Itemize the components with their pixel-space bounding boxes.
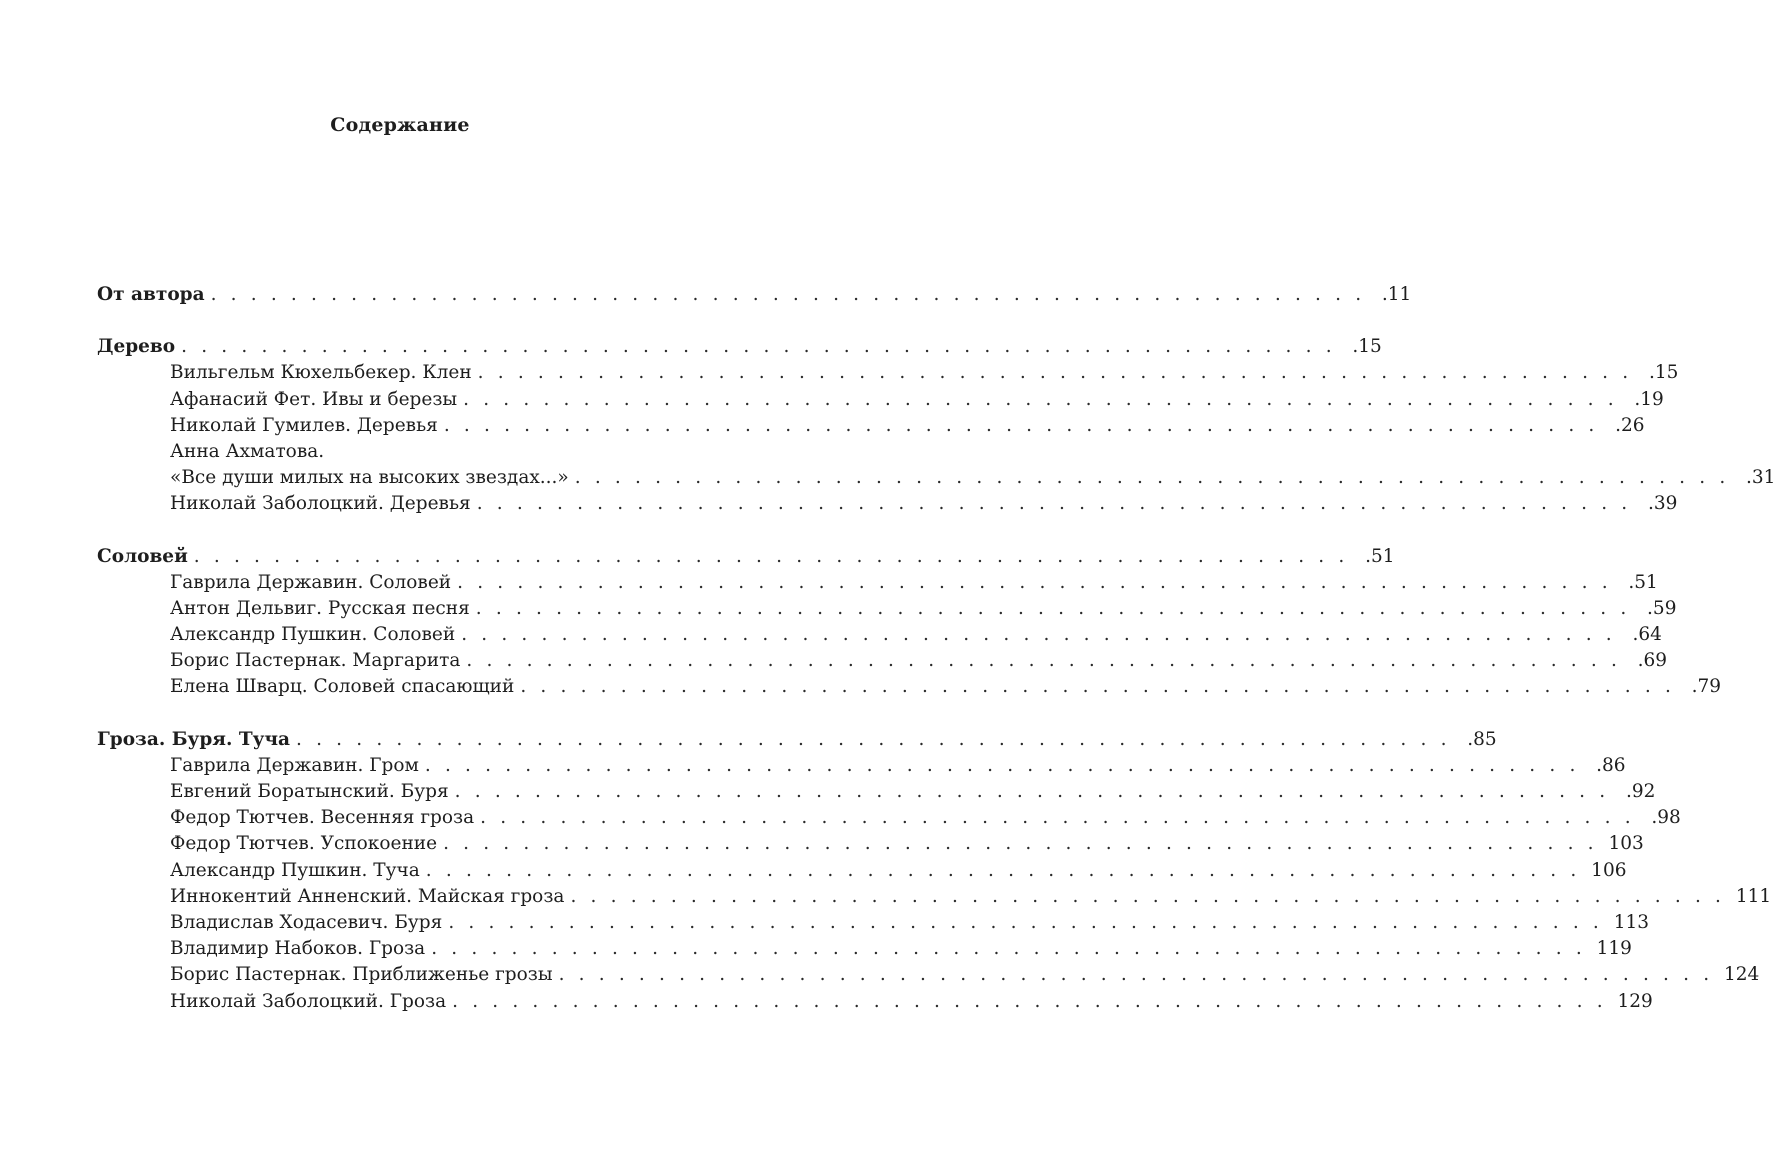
leader-dots: .......................................................... xyxy=(443,833,1608,855)
toc-entry-title: «Все души милых на высоких звездах...» xyxy=(170,467,569,489)
toc-entry[interactable] xyxy=(97,622,1662,648)
toc-entry-title: Вильгельм Кюхельбекер. Клен xyxy=(170,362,472,384)
leader-dots: .......................................................... xyxy=(431,938,1596,960)
leader-dots: .......................................................... xyxy=(574,467,1740,489)
toc-section-title: От автора xyxy=(97,284,205,305)
toc-entry[interactable] xyxy=(97,465,1775,491)
toc-entry[interactable] xyxy=(97,989,1653,1015)
toc-section-storm xyxy=(97,727,1772,1015)
toc-entry[interactable] xyxy=(97,831,1644,857)
toc-entry[interactable] xyxy=(97,491,1678,517)
toc-entry[interactable] xyxy=(97,387,1664,413)
toc-entry[interactable] xyxy=(97,753,1626,779)
toc-entry-title: Борис Пастернак. Маргарита xyxy=(170,650,461,672)
toc-section-heading[interactable] xyxy=(97,334,1382,360)
toc-entry-title: Николай Заболоцкий. Деревья xyxy=(170,493,471,515)
leader-dots: .......................................................... xyxy=(476,493,1642,515)
toc-entry-title: Владислав Ходасевич. Буря xyxy=(170,911,443,933)
toc-entry[interactable] xyxy=(97,910,1649,936)
leader-dots: .......................................................... xyxy=(480,807,1645,829)
leader-dots: .......................................................... xyxy=(570,885,1736,907)
leader-dots: .......................................................... xyxy=(454,781,1620,802)
toc-page-number: 119 xyxy=(1596,938,1632,960)
toc-page-number: .79 xyxy=(1691,676,1722,698)
toc-entry-title: Анна Ахматова. xyxy=(170,440,325,462)
toc-section-heading[interactable] xyxy=(97,544,1395,570)
toc-page-number: 129 xyxy=(1617,990,1653,1012)
toc-page-number: .39 xyxy=(1647,493,1678,515)
toc-entry-title: Владимир Набоков. Гроза xyxy=(170,938,426,960)
toc-entry[interactable] xyxy=(97,884,1772,910)
toc-page-number: .19 xyxy=(1634,388,1664,410)
leader-dots: .......................................................... xyxy=(558,964,1724,986)
toc-page-number: 113 xyxy=(1613,911,1649,933)
toc-page-number: .98 xyxy=(1651,807,1681,829)
leader-dots: .......................................................... xyxy=(457,571,1622,593)
toc-entry-title: Гаврила Державин. Соловей xyxy=(170,571,452,593)
toc-page-number: 111 xyxy=(1735,885,1772,907)
toc-page-number: .86 xyxy=(1596,754,1626,776)
toc-section-nightingale xyxy=(97,544,1722,701)
toc-page-number: .64 xyxy=(1632,624,1662,646)
toc-page-number: .51 xyxy=(1365,545,1395,567)
toc-page-number: .51 xyxy=(1628,571,1658,593)
leader-dots: .......................................................... xyxy=(424,754,1590,776)
toc-section-heading[interactable] xyxy=(97,727,1497,753)
leader-dots: .......................................................... xyxy=(477,362,1643,384)
toc-section-tree xyxy=(97,334,1775,517)
leader-dots: .......................................................... xyxy=(452,990,1617,1012)
toc-entry-title: Борис Пастернак. Приближенье грозы xyxy=(170,964,553,986)
toc-entry-title: Иннокентий Анненский. Майская гроза xyxy=(170,885,565,907)
toc-entry[interactable] xyxy=(97,648,1668,674)
toc-entry[interactable] xyxy=(97,596,1677,622)
leader-dots: .......................................................... xyxy=(443,414,1609,436)
toc-page-number: .15 xyxy=(1352,336,1382,358)
toc-entry[interactable] xyxy=(97,674,1722,700)
toc-page-number: .31 xyxy=(1746,467,1775,489)
toc-entry-title: Гаврила Державин. Гром xyxy=(170,754,419,776)
toc-page-number: 103 xyxy=(1608,833,1644,855)
toc-entry[interactable] xyxy=(97,936,1632,962)
toc-page-number: .85 xyxy=(1467,728,1497,750)
toc-entry-title: Федор Тютчев. Весенняя гроза xyxy=(170,807,475,829)
toc-entry[interactable] xyxy=(97,413,1645,439)
toc-page-number: .92 xyxy=(1625,781,1656,802)
toc-page-number: 106 xyxy=(1591,859,1627,881)
leader-dots: .......................................................... xyxy=(466,650,1632,672)
toc-page-number: .15 xyxy=(1648,362,1679,384)
toc-section-heading[interactable] xyxy=(97,282,1412,308)
toc-entry-title: Елена Шварц. Соловей спасающий xyxy=(170,676,515,698)
toc-section-title: Соловей xyxy=(97,545,188,567)
toc-entry[interactable] xyxy=(97,858,1627,884)
toc-entry[interactable] xyxy=(97,570,1658,596)
toc-entry-title: Николай Гумилев. Деревья xyxy=(170,414,438,436)
leader-dots: .......................................................... xyxy=(210,284,1376,305)
page-title: Содержание xyxy=(330,114,470,136)
toc-page-number: .26 xyxy=(1615,414,1645,436)
toc-page-number: .59 xyxy=(1647,597,1677,619)
toc-entry-title: Антон Дельвиг. Русская песня xyxy=(170,597,470,619)
leader-dots: .......................................................... xyxy=(193,545,1359,567)
toc-page-number: .69 xyxy=(1637,650,1668,672)
toc-section-author-note xyxy=(97,282,1412,308)
toc-entry-title: Евгений Боратынский. Буря xyxy=(170,781,449,802)
toc-page-number: .11 xyxy=(1381,284,1412,305)
leader-dots: .......................................................... xyxy=(296,728,1461,750)
toc-page-number: 124 xyxy=(1723,964,1760,986)
leader-dots: .......................................................... xyxy=(520,676,1686,698)
table-of-contents xyxy=(97,282,1775,1041)
toc-entry[interactable] xyxy=(97,779,1656,805)
leader-dots: .......................................................... xyxy=(461,624,1626,646)
toc-entry-author-line[interactable] xyxy=(97,439,701,465)
toc-section-title: Дерево xyxy=(97,336,176,358)
toc-entry-title: Александр Пушкин. Туча xyxy=(170,859,420,881)
toc-entry[interactable] xyxy=(97,805,1681,831)
leader-dots: .......................................................... xyxy=(475,597,1641,619)
toc-section-title: Гроза. Буря. Туча xyxy=(97,728,290,750)
toc-entry-title: Александр Пушкин. Соловей xyxy=(170,624,456,646)
leader-dots: .......................................................... xyxy=(463,388,1628,410)
toc-entry[interactable] xyxy=(97,360,1679,386)
toc-entry[interactable] xyxy=(97,962,1760,988)
toc-entry-title: Афанасий Фет. Ивы и березы xyxy=(170,388,458,410)
leader-dots: .......................................................... xyxy=(181,336,1346,358)
toc-entry-title: Федор Тютчев. Успокоение xyxy=(170,833,438,855)
leader-dots: .......................................................... xyxy=(448,911,1613,933)
toc-entry-title: Николай Заболоцкий. Гроза xyxy=(170,990,447,1012)
leader-dots: .......................................................... xyxy=(425,859,1591,881)
